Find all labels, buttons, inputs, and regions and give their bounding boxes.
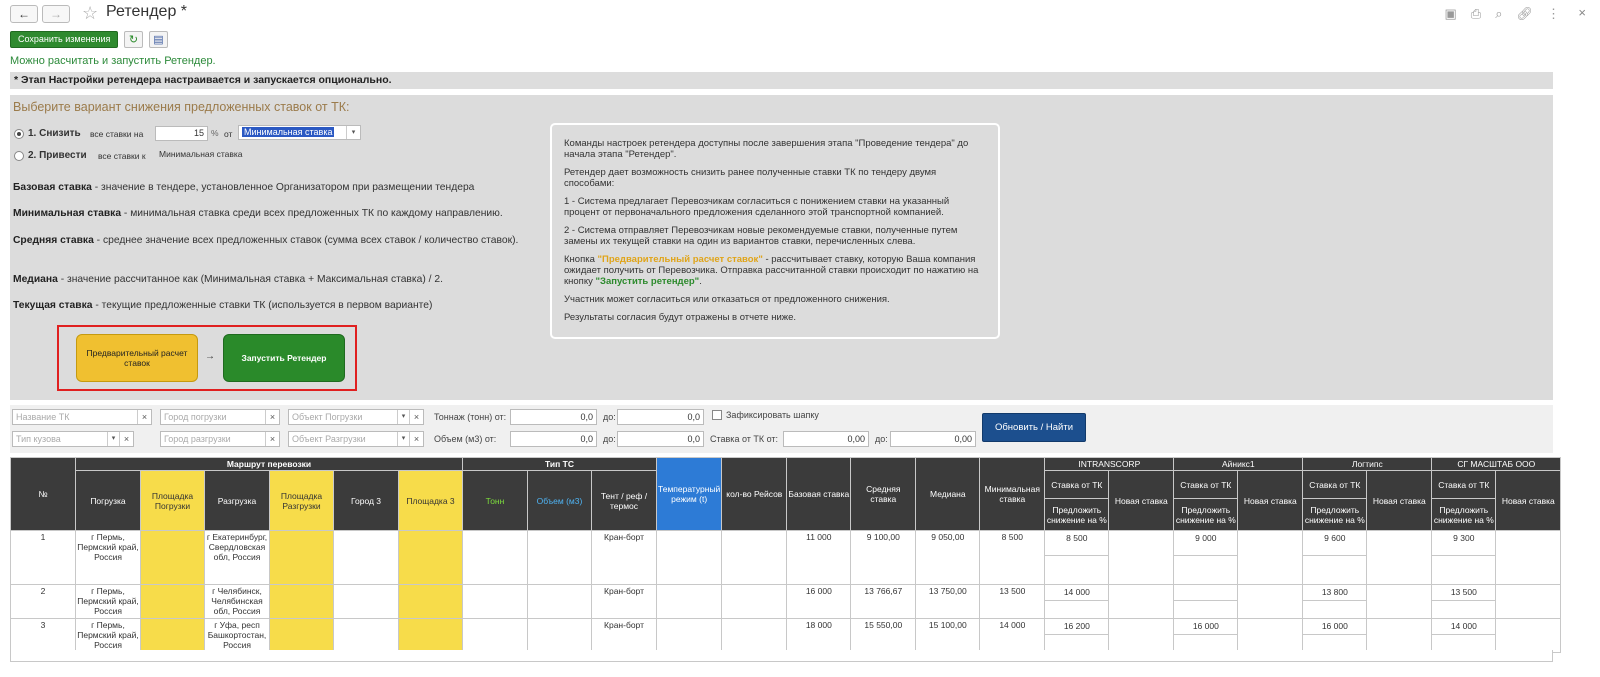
- arrow-right-icon: →: [205, 351, 215, 362]
- col-rate-from-tk: Ставка от ТК: [1045, 471, 1109, 499]
- clear-icon[interactable]: ×: [137, 410, 151, 424]
- col-min: Минимальная ставка: [980, 458, 1045, 531]
- cell-min: 13 500: [980, 585, 1045, 619]
- page-title: Ретендер *: [106, 3, 188, 20]
- top-right-toolbar: [1445, 6, 1561, 22]
- unload-object-filter[interactable]: [288, 431, 424, 447]
- col-unload-site: Площадка Разгрузки: [270, 471, 334, 531]
- cell-site3: [399, 619, 463, 653]
- clear-icon[interactable]: ×: [119, 432, 133, 446]
- col-rate-from-tk: Ставка от ТК: [1174, 471, 1238, 499]
- info-paragraph: 1 - Система предлагает Перевозчикам согласиться с понижением ставки на указанный процент от первоначального предложения сделанного этой транспортной компанией.: [564, 196, 950, 218]
- cell-new-rate: [1109, 619, 1174, 653]
- cell-new-rate: [1367, 585, 1432, 619]
- cell-new-rate: [1109, 531, 1174, 585]
- cell-tent: Кран-борт: [592, 531, 657, 585]
- col-rate-from-tk: Ставка от ТК: [1432, 471, 1496, 499]
- rate-value: 16 000: [1174, 619, 1237, 635]
- info-box: [550, 123, 1000, 339]
- fix-header-checkbox[interactable]: [712, 410, 722, 420]
- col-new-rate: Новая ставка: [1496, 471, 1561, 531]
- col-base: Базовая ставка: [787, 458, 851, 531]
- rate-value: 9 000: [1174, 531, 1237, 556]
- favorite-star-icon[interactable]: ☆: [82, 3, 99, 23]
- option1-text: все ставки на: [90, 129, 144, 139]
- back-button[interactable]: [10, 5, 38, 23]
- actions-highlight: [57, 325, 357, 391]
- option2-base-select[interactable]: Минимальная ставка: [155, 147, 263, 162]
- col-offer: Предложить снижение на %: [1303, 499, 1367, 531]
- cell-volume: [528, 585, 592, 619]
- report-icon[interactable]: ▤: [149, 31, 168, 48]
- load-city-filter[interactable]: [160, 409, 280, 425]
- definition-avg: [13, 234, 523, 247]
- cell-new-rate: [1238, 619, 1303, 653]
- save-icon[interactable]: ▣: [1444, 6, 1457, 21]
- cell-tons: [463, 585, 528, 619]
- info-text: .: [699, 276, 702, 287]
- clear-icon[interactable]: ×: [409, 410, 423, 424]
- info-precalc-ref: "Предварительный расчет ставок": [597, 254, 763, 265]
- cell-num: 3: [11, 619, 76, 653]
- close-icon[interactable]: ×: [1578, 5, 1586, 20]
- cell-unload-site: [270, 585, 334, 619]
- option2-radio[interactable]: [14, 151, 24, 161]
- col-num: №: [11, 458, 76, 531]
- cell-volume: [528, 619, 592, 653]
- col-unload: Разгрузка: [205, 471, 270, 531]
- to-label: до:: [603, 412, 616, 422]
- col-avg: Средняя ставка: [851, 458, 916, 531]
- unload-object-placeholder: Объект Разгрузки: [292, 434, 366, 444]
- ts-group-header: Тип ТС: [463, 458, 657, 471]
- retender-settings-panel: [10, 95, 1553, 400]
- cell-temp: [657, 619, 722, 653]
- info-paragraph: Участник может согласиться или отказаться от предложенного снижения.: [564, 294, 890, 305]
- fix-header-label: Зафиксировать шапку: [726, 410, 819, 420]
- cell-unload: г Челябинск, Челябинская обл, Россия: [205, 585, 270, 619]
- tonnage-to-input[interactable]: 0,0: [617, 409, 704, 425]
- cell-carrier-rate[interactable]: [1045, 531, 1109, 585]
- cell-carrier-rate[interactable]: [1303, 531, 1367, 585]
- info-paragraph: Ретендер дает возможность снизить ранее полученные ставки ТК по тендеру двумя способами:: [564, 167, 937, 189]
- col-new-rate: Новая ставка: [1109, 471, 1174, 531]
- info-paragraph: Команды настроек ретендера доступны после завершения этапа "Проведение тендера" до начала этапа "Ретендер".: [564, 138, 969, 160]
- rate-from-input[interactable]: 0,00: [783, 431, 869, 447]
- cell-city3: [334, 531, 399, 585]
- percent-sign: %: [211, 128, 219, 138]
- to-label: до:: [875, 434, 888, 444]
- definition-base: [13, 181, 523, 194]
- cell-median: 9 050,00: [916, 531, 980, 585]
- base-rate-value: Минимальная ставка: [244, 127, 333, 137]
- cell-tent: Кран-борт: [592, 585, 657, 619]
- more-menu-icon[interactable]: ⋮: [1547, 6, 1560, 21]
- cell-avg: 9 100,00: [851, 531, 916, 585]
- clear-icon[interactable]: ×: [265, 410, 279, 424]
- definition-term: Медиана: [13, 274, 58, 285]
- info-paragraph: Результаты согласия будут отражены в отчете ниже.: [564, 312, 797, 323]
- col-site3: Площадка 3: [399, 471, 463, 531]
- cell-num: 2: [11, 585, 76, 619]
- launch-retender-button[interactable]: Запустить Ретендер: [223, 334, 345, 382]
- to-label: до:: [603, 434, 616, 444]
- cell-carrier-rate[interactable]: [1432, 531, 1496, 585]
- carrier-header: СГ МАСШТАБ ООО: [1432, 458, 1561, 471]
- cell-load: г Пермь, Пермский край, Россия: [76, 585, 141, 619]
- cell-avg: 13 766,67: [851, 585, 916, 619]
- cell-unload: г Уфа, респ Башкортостан, Россия: [205, 619, 270, 653]
- cell-new-rate: [1238, 585, 1303, 619]
- col-new-rate: Новая ставка: [1367, 471, 1432, 531]
- unload-city-placeholder: Город разгрузки: [164, 434, 231, 444]
- option1-label: 1. Снизить: [28, 128, 81, 139]
- col-trips: кол-во Рейсов: [722, 458, 787, 531]
- print-icon[interactable]: ⎙: [1470, 6, 1482, 21]
- col-temp: Температурный режим (t): [657, 458, 722, 531]
- option2-label: 2. Привести: [28, 150, 87, 161]
- col-offer: Предложить снижение на %: [1174, 499, 1238, 531]
- info-launch-ref: "Запустить ретендер": [595, 276, 700, 287]
- cell-min: 14 000: [980, 619, 1045, 653]
- definition-text: - среднее значение всех предложенных ставок (сумма всех ставок / количество ставок).: [93, 235, 519, 246]
- options-heading: Выберите вариант снижения предложенных ставок от ТК:: [13, 100, 350, 114]
- cell-carrier-rate[interactable]: [1303, 585, 1367, 619]
- cell-tent: Кран-борт: [592, 619, 657, 653]
- col-tons: Тонн: [463, 471, 528, 531]
- cell-trips: [722, 619, 787, 653]
- filters-bar: [10, 405, 1553, 453]
- cell-carrier-rate[interactable]: [1432, 585, 1496, 619]
- cell-carrier-rate[interactable]: [1045, 585, 1109, 619]
- cell-volume: [528, 531, 592, 585]
- hint-text: Можно расчитать и запустить Ретендер.: [10, 55, 216, 67]
- info-paragraph: 2 - Система отправляет Перевозчикам новые рекомендуемые ставки, полученные путем замены их текущей ставки на один из вариантов ставки, перечисленных слева.: [564, 225, 958, 247]
- chevron-down-icon[interactable]: ▾: [346, 126, 360, 139]
- definition-text: - минимальная ставка среди всех предложенных ТК по каждому направлению.: [121, 208, 503, 219]
- cell-temp: [657, 531, 722, 585]
- col-offer: Предложить снижение на %: [1432, 499, 1496, 531]
- cell-base: 16 000: [787, 585, 851, 619]
- info-text: - рассчитывает ставку, которую Ваша компания ожидает получить от Перевозчика. Отправка рассчитанной ставки происходит по нажатию на кнопку: [564, 254, 979, 287]
- table-footer: [10, 650, 1553, 662]
- col-load: Погрузка: [76, 471, 141, 531]
- rate-value: 14 000: [1045, 585, 1108, 601]
- cell-city3: [334, 619, 399, 653]
- load-city-placeholder: Город погрузки: [164, 412, 227, 422]
- rate-to-input[interactable]: 0,00: [890, 431, 976, 447]
- definition-term: Минимальная ставка: [13, 208, 122, 219]
- col-rate-from-tk: Ставка от ТК: [1303, 471, 1367, 499]
- cell-load-site: [141, 585, 205, 619]
- body-type-filter[interactable]: [12, 431, 134, 447]
- col-offer: Предложить снижение на %: [1045, 499, 1109, 531]
- cell-load: г Пермь, Пермский край, Россия: [76, 619, 141, 653]
- rates-table: [10, 457, 1561, 653]
- definition-median: [13, 273, 523, 286]
- cell-min: 8 500: [980, 531, 1045, 585]
- cell-carrier-rate[interactable]: [1432, 619, 1496, 653]
- option1-radio[interactable]: [14, 129, 24, 139]
- tonnage-label: Тоннаж (тонн) от:: [434, 412, 507, 422]
- load-object-placeholder: Объект Погрузки: [292, 412, 363, 422]
- definition-term: Текущая ставка: [13, 300, 93, 311]
- cell-new-rate: [1496, 531, 1561, 585]
- arrow-right-icon: →: [50, 7, 62, 21]
- rate-value: 14 000: [1432, 619, 1495, 635]
- cell-load: г Пермь, Пермский край, Россия: [76, 531, 141, 585]
- cell-num: 1: [11, 531, 76, 585]
- table-row[interactable]: [11, 585, 1561, 619]
- percent-input[interactable]: 15: [155, 126, 208, 141]
- cell-median: 15 100,00: [916, 619, 980, 653]
- definition-text: - текущие предложенные ставки ТК (используется в первом варианте): [92, 300, 433, 311]
- rate-value: 16 200: [1045, 619, 1108, 635]
- clear-icon[interactable]: ×: [409, 432, 423, 446]
- clear-icon[interactable]: ×: [265, 432, 279, 446]
- cell-carrier-rate[interactable]: [1174, 585, 1238, 619]
- volume-to-input[interactable]: 0,0: [617, 431, 704, 447]
- cell-unload-site: [270, 531, 334, 585]
- definition-term: Средняя ставка: [13, 235, 94, 246]
- tk-name-placeholder: Название ТК: [16, 412, 70, 422]
- rate-value: 9 600: [1303, 531, 1366, 556]
- body-type-placeholder: Тип кузова: [16, 434, 61, 444]
- definition-current: [13, 299, 523, 312]
- info-paragraph: [564, 254, 986, 287]
- cell-city3: [334, 585, 399, 619]
- cell-load-site: [141, 619, 205, 653]
- definition-text: - значение в тендере, установленное Организатором при размещении тендера: [91, 182, 475, 193]
- chevron-down-icon[interactable]: ▾: [397, 410, 409, 424]
- volume-label: Объем (м3) от:: [434, 434, 497, 444]
- table-row[interactable]: [11, 619, 1561, 653]
- precalc-button[interactable]: Предварительный расчет ставок: [76, 334, 198, 382]
- forward-button[interactable]: [42, 5, 70, 23]
- cell-site3: [399, 531, 463, 585]
- route-group-header: Маршрут перевозки: [76, 458, 463, 471]
- carrier-header: Айникс1: [1174, 458, 1303, 471]
- cell-new-rate: [1109, 585, 1174, 619]
- cell-carrier-rate[interactable]: [1303, 619, 1367, 653]
- table-row[interactable]: [11, 531, 1561, 585]
- tonnage-from-input[interactable]: 0,0: [510, 409, 597, 425]
- rate-value: 8 500: [1045, 531, 1108, 556]
- carrier-header: Логтипс: [1303, 458, 1432, 471]
- cell-site3: [399, 585, 463, 619]
- cell-base: 11 000: [787, 531, 851, 585]
- cell-tons: [463, 531, 528, 585]
- col-volume: Объем (м3): [528, 471, 592, 531]
- tk-name-filter[interactable]: [12, 409, 152, 425]
- cell-new-rate: [1496, 585, 1561, 619]
- unload-city-filter[interactable]: [160, 431, 280, 447]
- definition-term: Базовая ставка: [13, 182, 92, 193]
- rate-value: 13 800: [1303, 585, 1366, 601]
- cell-load-site: [141, 531, 205, 585]
- rate-value: 16 000: [1303, 619, 1366, 635]
- note-bar: * Этап Настройки ретендера настраивается и запускается опционально.: [10, 72, 1553, 89]
- cell-carrier-rate[interactable]: [1045, 619, 1109, 653]
- carrier-header: INTRANSCORP: [1045, 458, 1174, 471]
- cell-unload: г Екатеринбург, Свердловская обл, Россия: [205, 531, 270, 585]
- rate-label: Ставка от ТК от:: [710, 434, 779, 444]
- definition-min: [13, 207, 523, 220]
- cell-base: 18 000: [787, 619, 851, 653]
- cell-new-rate: [1367, 531, 1432, 585]
- rate-value: 9 300: [1432, 531, 1495, 556]
- col-new-rate: Новая ставка: [1238, 471, 1303, 531]
- col-tent: Тент / реф / термос: [592, 471, 657, 531]
- rate-value: [1174, 585, 1237, 601]
- col-city3: Город 3: [334, 471, 399, 531]
- col-load-site: Площадка Погрузки: [141, 471, 205, 531]
- option2-text: все ставки к: [98, 151, 146, 161]
- info-text: Кнопка: [564, 254, 598, 265]
- link-icon[interactable]: 🔗︎: [1516, 6, 1533, 21]
- cell-unload-site: [270, 619, 334, 653]
- cell-new-rate: [1496, 619, 1561, 653]
- col-median: Медиана: [916, 458, 980, 531]
- cell-tons: [463, 619, 528, 653]
- rate-value: 13 500: [1432, 585, 1495, 601]
- cell-trips: [722, 585, 787, 619]
- cell-trips: [722, 531, 787, 585]
- cell-temp: [657, 585, 722, 619]
- from-label: от: [224, 129, 233, 139]
- load-object-filter[interactable]: [288, 409, 424, 425]
- cell-carrier-rate[interactable]: [1174, 531, 1238, 585]
- refresh-icon[interactable]: ↻: [124, 31, 143, 48]
- refresh-find-button[interactable]: Обновить / Найти: [982, 413, 1086, 442]
- volume-from-input[interactable]: 0,0: [510, 431, 597, 447]
- cell-carrier-rate[interactable]: [1174, 619, 1238, 653]
- cell-median: 13 750,00: [916, 585, 980, 619]
- chevron-down-icon[interactable]: ▾: [397, 432, 409, 446]
- definition-text: - значение рассчитанное как (Минимальная ставка + Максимальная ставка) / 2.: [57, 274, 443, 285]
- cell-new-rate: [1367, 619, 1432, 653]
- preview-icon[interactable]: ⌕: [1495, 6, 1503, 21]
- cell-new-rate: [1238, 531, 1303, 585]
- base-rate-select[interactable]: [238, 125, 361, 140]
- arrow-left-icon: ←: [18, 7, 30, 21]
- chevron-down-icon[interactable]: ▾: [107, 432, 119, 446]
- cell-avg: 15 550,00: [851, 619, 916, 653]
- save-changes-button[interactable]: Сохранить изменения: [10, 31, 118, 48]
